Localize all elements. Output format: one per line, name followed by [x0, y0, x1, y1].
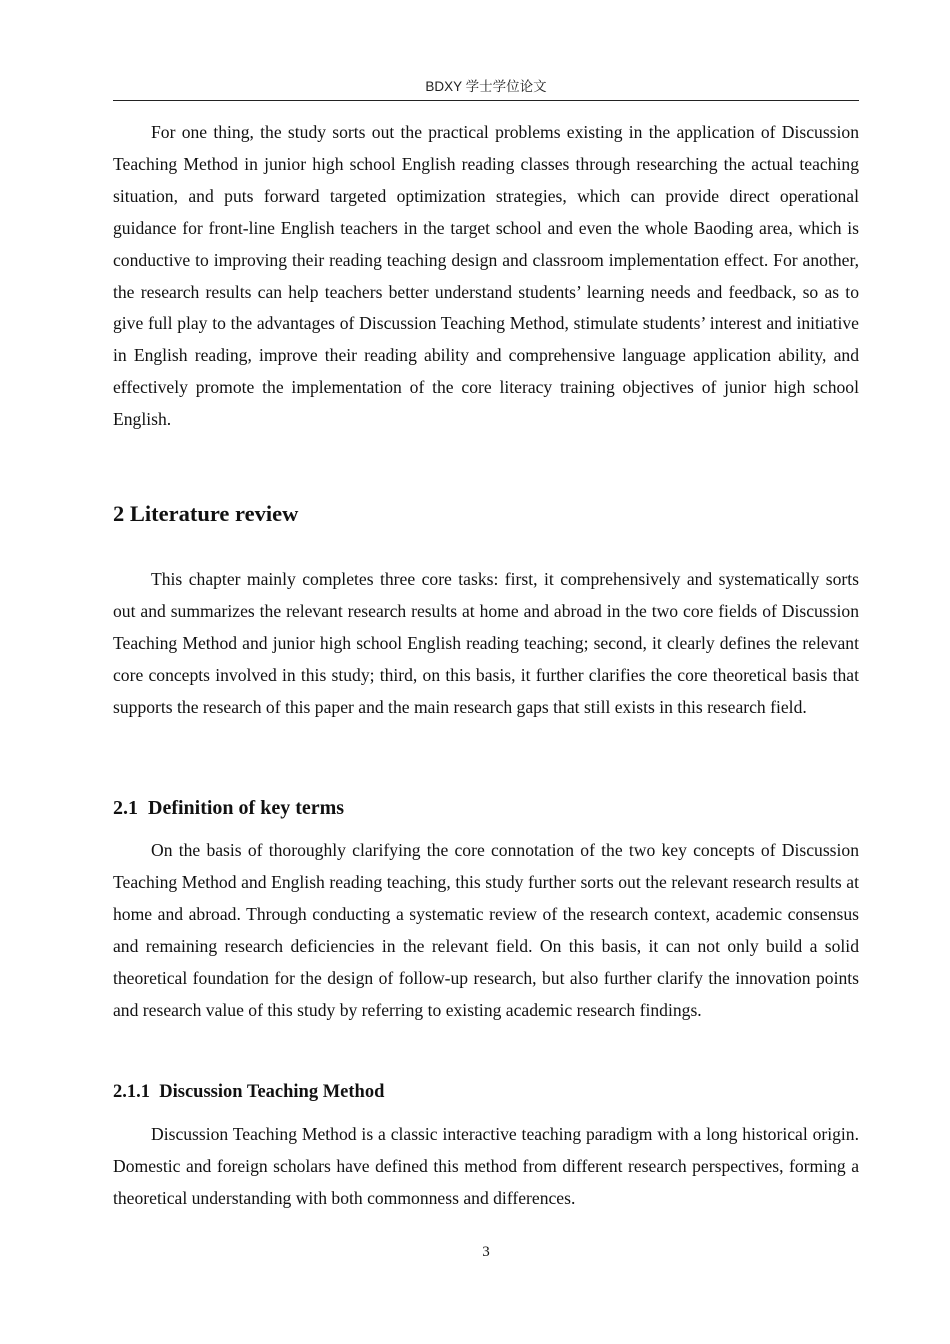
page-number: 3 [482, 1244, 490, 1260]
section-2-1-heading: 2.1 Definition of key terms [113, 797, 345, 819]
section-2-heading: 2 Literature review [113, 501, 299, 526]
section-2-1-1-heading: 2.1.1 Discussion Teaching Method [113, 1082, 385, 1102]
intro-paragraph: For one thing, the study sorts out the practical problems existing in the application of Discussion Teaching Method in junior high school English reading classes through researching the actual teaching situation, and puts forward targeted optimization strategies, which can provide direct operational guidance for front-line English teachers in the target school and even the whole Baoding area, which is conductive to improving their reading teaching design and classroom implementation effect. For another, the research results can help teachers better understand students’ learning needs and feedback, so as to give full play to the advantages of Discussion Teaching Method, stimulate students’ interest and initiative in English reading, improve their reading ability and comprehensive language application ability, and effectively promote the implementation of the core literacy training objectives of junior high school English. [113, 122, 859, 430]
section-2-1-paragraph: On the basis of thoroughly clarifying the core connotation of the two key concepts of Discussion Teaching Method and English reading teaching, this study further sorts out the relevant research results at home and abroad. Through conducting a systematic review of the research context, academic consensus and remaining research deficiencies in the relevant field. On this basis, it can not only build a solid theoretical foundation for the design of follow-up research, but also further clarify the innovation points and research value of this study by referring to existing academic research findings. [113, 840, 859, 1020]
header-rule [113, 100, 859, 101]
running-header: BDXY 学士学位论文 [425, 79, 547, 94]
section-2-paragraph: This chapter mainly completes three core tasks: first, it comprehensively and systematically sorts out and summarizes the relevant research results at home and abroad in the two core fields of Discussion Teaching Method and junior high school English reading teaching; second, it clearly defines the relevant core concepts involved in this study; third, on this basis, it further clarifies the core theoretical basis that supports the research of this paper and the main research gaps that still exists in this research field. [113, 569, 859, 717]
section-2-1-1-paragraph: Discussion Teaching Method is a classic interactive teaching paradigm with a long historical origin. Domestic and foreign scholars have defined this method from different research perspectives, forming a theoretical understanding with both commonness and differences. [113, 1124, 859, 1208]
